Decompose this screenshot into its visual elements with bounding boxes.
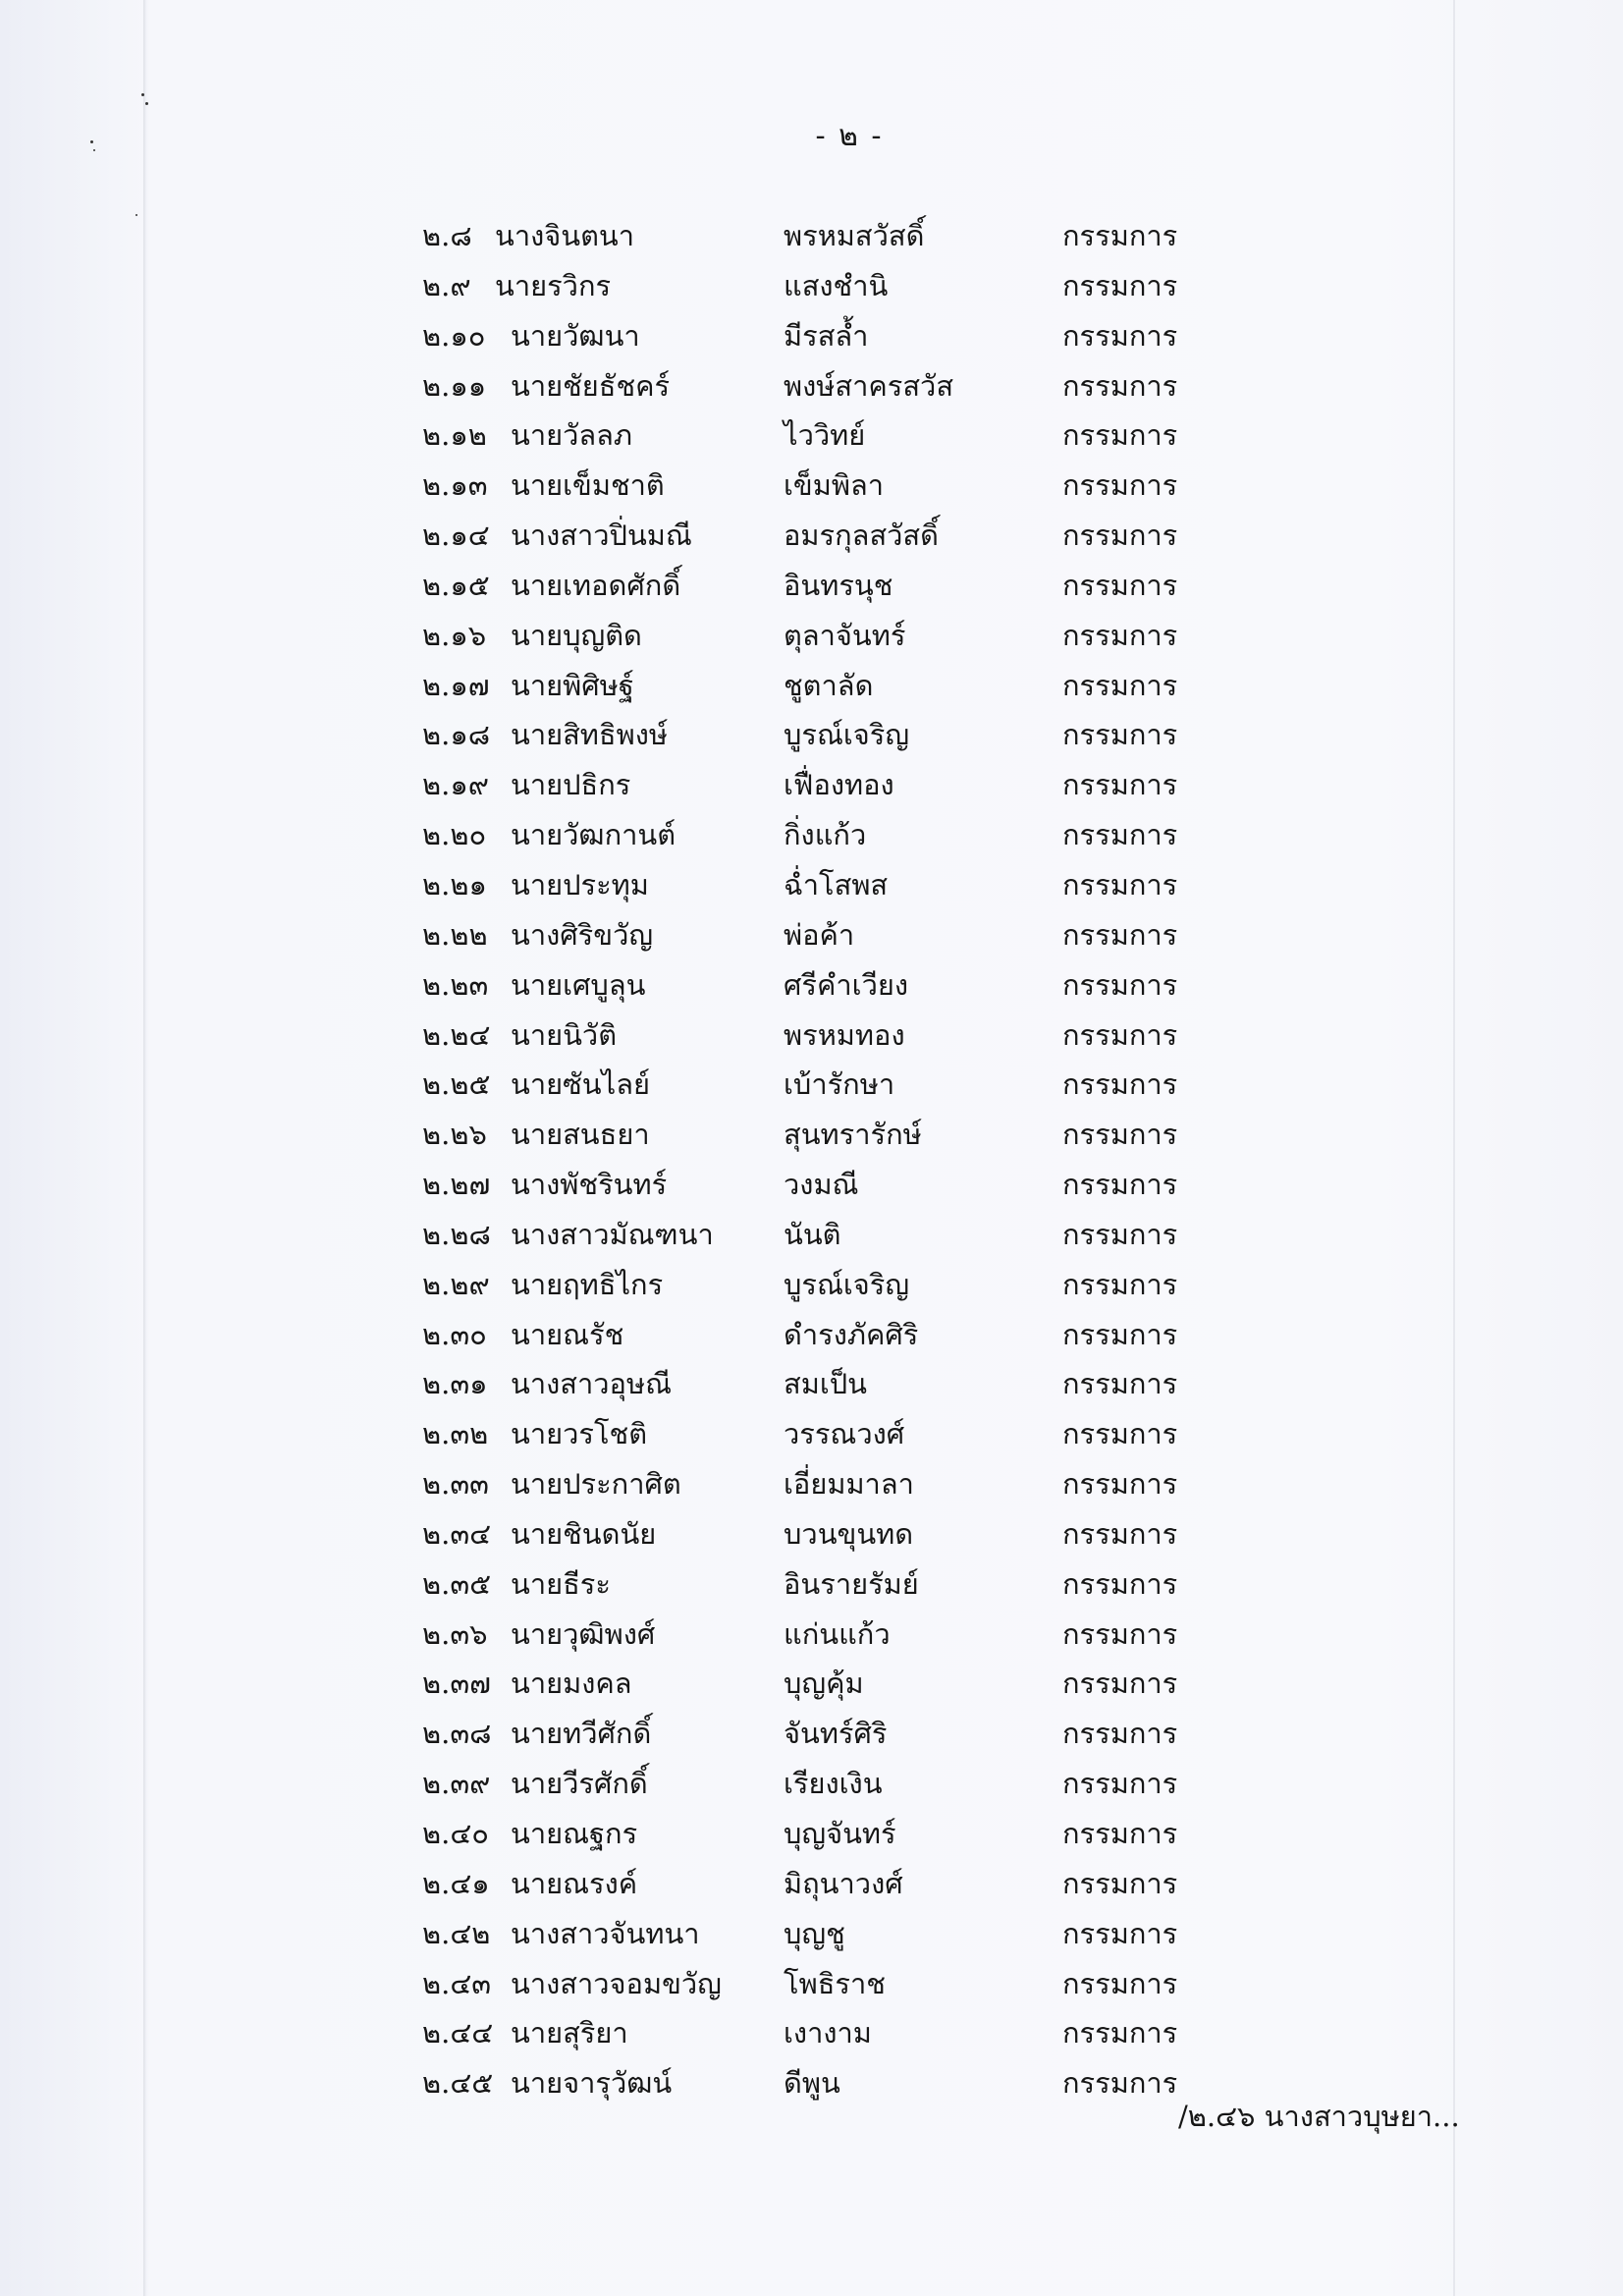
continuation-note: /๒.๔๖ นางสาวบุษยา... — [1178, 2100, 1460, 2133]
member-name: นายชัยธัชคร์ — [511, 368, 671, 403]
member-row — [422, 1759, 1208, 1809]
member-surname: ชูตาลัด — [784, 668, 874, 702]
member-surname: มิถุนาวงศ์ — [784, 1866, 903, 1900]
member-role: กรรมการ — [1062, 1118, 1178, 1152]
member-name: นางสาวจอมขวัญ — [511, 1966, 722, 2000]
member-role: กรรมการ — [1062, 368, 1178, 403]
member-name: นายรวิกร — [495, 268, 612, 302]
member-number: ๒.๓๖ — [422, 1616, 488, 1651]
member-surname: ฉ่ำโสพส — [784, 867, 889, 902]
member-row — [422, 1409, 1208, 1459]
member-name: นายสิทธิพงษ์ — [511, 718, 669, 752]
member-number: ๒.๓๓ — [422, 1467, 489, 1502]
member-name: นายวัฒนา — [511, 318, 640, 353]
member-surname: เข็มพิลา — [784, 468, 885, 503]
member-name: นายปธิกร — [511, 768, 631, 802]
member-role: กรรมการ — [1062, 1817, 1178, 1850]
member-row — [422, 261, 1208, 311]
member-number: ๒.๒๑ — [422, 867, 487, 902]
member-surname: กิ่งแก้ว — [784, 818, 867, 852]
member-role: กรรมการ — [1062, 1168, 1178, 1202]
member-name: นายสุริยา — [511, 2016, 628, 2050]
member-role: กรรมการ — [1062, 1566, 1178, 1601]
member-row — [422, 511, 1208, 561]
member-number: ๒.๒๔ — [422, 1017, 491, 1052]
member-role: กรรมการ — [1062, 1067, 1178, 1102]
member-surname: ตุลาจันทร์ — [784, 618, 906, 652]
member-surname: เรียงเงิน — [784, 1767, 883, 1801]
member-surname: เบ้ารักษา — [784, 1067, 895, 1102]
member-number: ๒.๑๓ — [422, 468, 488, 503]
member-name: นางศิริขวัญ — [511, 917, 654, 952]
member-row — [422, 1160, 1208, 1210]
member-name: นายวรโชติ — [511, 1417, 648, 1451]
member-name: นายวัลลภ — [511, 418, 633, 453]
member-number: ๒.๑๑ — [422, 368, 487, 403]
page-number: - ๒ - — [815, 119, 884, 153]
member-row — [422, 1659, 1208, 1709]
member-role: กรรมการ — [1062, 917, 1178, 952]
member-role: กรรมการ — [1062, 818, 1178, 852]
member-surname: ดีพูน — [784, 2066, 840, 2101]
member-surname: พ่อค้า — [784, 917, 855, 952]
member-surname: สมเป็น — [784, 1367, 867, 1401]
member-row — [422, 960, 1208, 1011]
member-number: ๒.๑๘ — [422, 718, 491, 752]
member-row — [422, 461, 1208, 511]
member-name: นายณฐกร — [511, 1817, 638, 1850]
member-name: นายวีรศักดิ์ — [511, 1767, 648, 1801]
member-surname: จันทร์ศิริ — [784, 1717, 888, 1751]
member-name: นายทวีศักดิ์ — [511, 1717, 652, 1751]
member-surname: บุญคุ้ม — [784, 1667, 864, 1701]
member-name: นางสาวจันทนา — [511, 1916, 700, 1950]
member-name: นายนิวัติ — [511, 1017, 618, 1052]
member-role: กรรมการ — [1062, 1717, 1178, 1751]
member-name: นางสาวอุษณี — [511, 1367, 672, 1401]
member-name: นางจินตนา — [495, 219, 635, 252]
member-number: ๒.๑๔ — [422, 519, 490, 553]
scan-edge-line — [1453, 0, 1455, 2296]
member-row — [422, 1509, 1208, 1559]
member-surname: แสงชำนิ — [784, 268, 889, 302]
member-row — [422, 1210, 1208, 1260]
member-row — [422, 611, 1208, 661]
member-surname: ศรีคำเวียง — [784, 967, 909, 1002]
member-row — [422, 561, 1208, 611]
member-role: กรรมการ — [1062, 268, 1178, 302]
member-role: กรรมการ — [1062, 568, 1178, 602]
member-name: นายณรัช — [511, 1317, 624, 1351]
member-surname: พงษ์สาครสวัส — [784, 368, 954, 403]
member-surname: วงมณี — [784, 1168, 859, 1202]
member-row — [422, 1959, 1208, 2009]
member-number: ๒.๙ — [422, 268, 471, 302]
member-row — [422, 1260, 1208, 1310]
member-name: นายธีระ — [511, 1566, 611, 1601]
member-role: กรรมการ — [1062, 1966, 1178, 2000]
member-number: ๒.๔๐ — [422, 1817, 489, 1850]
member-role: กรรมการ — [1062, 318, 1178, 353]
member-role: กรรมการ — [1062, 519, 1178, 553]
member-row — [422, 1110, 1208, 1160]
member-role: กรรมการ — [1062, 418, 1178, 453]
member-row — [422, 1809, 1208, 1859]
member-row — [422, 661, 1208, 711]
member-role: กรรมการ — [1062, 468, 1178, 503]
member-row — [422, 860, 1208, 910]
member-role: กรรมการ — [1062, 668, 1178, 702]
member-number: ๒.๒๐ — [422, 818, 487, 852]
member-row — [422, 1359, 1208, 1409]
member-surname: เอี่ยมมาลา — [784, 1467, 914, 1502]
member-role: กรรมการ — [1062, 1417, 1178, 1451]
member-role: กรรมการ — [1062, 768, 1178, 802]
member-role: กรรมการ — [1062, 1767, 1178, 1801]
member-number: ๒.๒๗ — [422, 1168, 491, 1202]
member-number: ๒.๑๗ — [422, 668, 490, 702]
member-number: ๒.๑๒ — [422, 418, 487, 453]
member-number: ๒.๘ — [422, 219, 472, 252]
member-row — [422, 1859, 1208, 1909]
member-name: นางสาวมัณฑนา — [511, 1217, 714, 1251]
scan-speck — [135, 214, 137, 216]
member-name: นายซันไลย์ — [511, 1067, 650, 1102]
member-surname: บุญจันทร์ — [784, 1817, 896, 1850]
member-number: ๒.๔๕ — [422, 2066, 494, 2101]
member-surname: เฟื่องทอง — [784, 768, 894, 802]
member-number: ๒.๓๙ — [422, 1767, 491, 1801]
member-surname: ดำรงภัคศิริ — [784, 1317, 919, 1351]
member-number: ๒.๓๐ — [422, 1317, 487, 1351]
member-surname: มีรสล้ำ — [784, 318, 869, 353]
member-row — [422, 1559, 1208, 1610]
member-surname: แก่นแก้ว — [784, 1616, 891, 1651]
member-name: นายวุฒิพงศ์ — [511, 1616, 656, 1651]
member-number: ๒.๒๒ — [422, 917, 488, 952]
member-number: ๒.๔๔ — [422, 2016, 494, 2050]
member-role: กรรมการ — [1062, 1616, 1178, 1651]
member-name: นายพิศิษฐ์ — [511, 668, 634, 702]
member-role: กรรมการ — [1062, 1217, 1178, 1251]
member-name: นายสนธยา — [511, 1118, 650, 1152]
member-role: กรรมการ — [1062, 1916, 1178, 1950]
scan-speck — [141, 93, 144, 96]
member-role: กรรมการ — [1062, 219, 1178, 252]
member-role: กรรมการ — [1062, 1866, 1178, 1900]
member-surname: วรรณวงศ์ — [784, 1417, 905, 1451]
member-role: กรรมการ — [1062, 1467, 1178, 1502]
member-name: นายบุญติด — [511, 618, 642, 652]
member-name: นายจารุวัฒน์ — [511, 2066, 673, 2101]
member-name: นายประทุม — [511, 867, 649, 902]
committee-member-list — [422, 211, 1208, 2108]
member-name: นางพัชรินทร์ — [511, 1168, 668, 1202]
member-number: ๒.๓๕ — [422, 1566, 492, 1601]
member-role: กรรมการ — [1062, 967, 1178, 1002]
member-surname: บวนขุนทด — [784, 1516, 914, 1551]
member-number: ๒.๑๕ — [422, 568, 490, 602]
member-number: ๒.๒๕ — [422, 1067, 491, 1102]
member-row — [422, 1310, 1208, 1360]
member-number: ๒.๓๒ — [422, 1417, 489, 1451]
member-row — [422, 1011, 1208, 1061]
member-number: ๒.๒๖ — [422, 1118, 487, 1152]
member-row — [422, 2058, 1208, 2108]
member-number: ๒.๒๘ — [422, 1217, 491, 1251]
member-number: ๒.๒๙ — [422, 1267, 490, 1301]
member-surname: เงางาม — [784, 2016, 872, 2050]
member-name: นายมงคล — [511, 1667, 632, 1701]
member-role: กรรมการ — [1062, 618, 1178, 652]
member-role: กรรมการ — [1062, 1317, 1178, 1351]
member-number: ๒.๓๗ — [422, 1667, 491, 1701]
member-role: กรรมการ — [1062, 1516, 1178, 1551]
member-surname: บูรณ์เจริญ — [784, 718, 910, 752]
member-name: นายวัฒกานต์ — [511, 818, 676, 852]
member-role: กรรมการ — [1062, 2066, 1178, 2101]
member-role: กรรมการ — [1062, 1667, 1178, 1701]
member-role: กรรมการ — [1062, 1267, 1178, 1301]
member-role: กรรมการ — [1062, 1367, 1178, 1401]
member-surname: อินรายรัมย์ — [784, 1566, 919, 1601]
member-surname: อินทรนุช — [784, 568, 893, 602]
member-name: นายประกาศิต — [511, 1467, 681, 1502]
member-name: นายฤทธิไกร — [511, 1267, 664, 1301]
member-role: กรรมการ — [1062, 867, 1178, 902]
member-surname: นันติ — [784, 1217, 841, 1251]
scan-binding-shadow — [143, 0, 149, 2296]
member-row — [422, 760, 1208, 810]
member-row — [422, 1909, 1208, 1959]
member-surname: สุนทรารักษ์ — [784, 1118, 922, 1152]
member-surname: พรหมทอง — [784, 1017, 905, 1052]
member-surname: บูรณ์เจริญ — [784, 1267, 910, 1301]
member-number: ๒.๒๓ — [422, 967, 489, 1002]
member-row — [422, 1709, 1208, 1759]
member-row — [422, 810, 1208, 860]
member-number: ๒.๑๙ — [422, 768, 489, 802]
member-number: ๒.๑๖ — [422, 618, 487, 652]
member-number: ๒.๓๘ — [422, 1717, 492, 1751]
member-name: นายเศบูลุน — [511, 967, 646, 1002]
member-role: กรรมการ — [1062, 718, 1178, 752]
member-surname: ไววิทย์ — [784, 418, 866, 453]
member-row — [422, 410, 1208, 461]
member-role: กรรมการ — [1062, 1017, 1178, 1052]
member-row — [422, 311, 1208, 361]
member-row — [422, 211, 1208, 261]
member-number: ๒.๔๒ — [422, 1916, 491, 1950]
member-number: ๒.๑๐ — [422, 318, 486, 353]
member-name: นายชินดนัย — [511, 1516, 657, 1551]
member-row — [422, 1060, 1208, 1110]
member-row — [422, 1459, 1208, 1509]
member-name: นายเข็มชาติ — [511, 468, 665, 503]
member-row — [422, 910, 1208, 960]
member-number: ๒.๔๑ — [422, 1866, 490, 1900]
member-name: นางสาวปิ่นมณี — [511, 519, 692, 553]
member-row — [422, 1610, 1208, 1660]
member-role: กรรมการ — [1062, 2016, 1178, 2050]
member-number: ๒.๓๔ — [422, 1516, 492, 1551]
member-row — [422, 2008, 1208, 2058]
scan-speck — [145, 102, 148, 105]
member-surname: อมรกุลสวัสดิ์ — [784, 519, 939, 553]
member-number: ๒.๔๓ — [422, 1966, 492, 2000]
member-surname: โพธิราช — [784, 1966, 886, 2000]
member-surname: บุญชู — [784, 1916, 845, 1950]
member-number: ๒.๓๑ — [422, 1367, 488, 1401]
member-row — [422, 710, 1208, 760]
member-name: นายณรงค์ — [511, 1866, 638, 1900]
member-name: นายเทอดศักดิ์ — [511, 568, 681, 602]
member-surname: พรหมสวัสดิ์ — [784, 219, 925, 252]
member-row — [422, 361, 1208, 411]
